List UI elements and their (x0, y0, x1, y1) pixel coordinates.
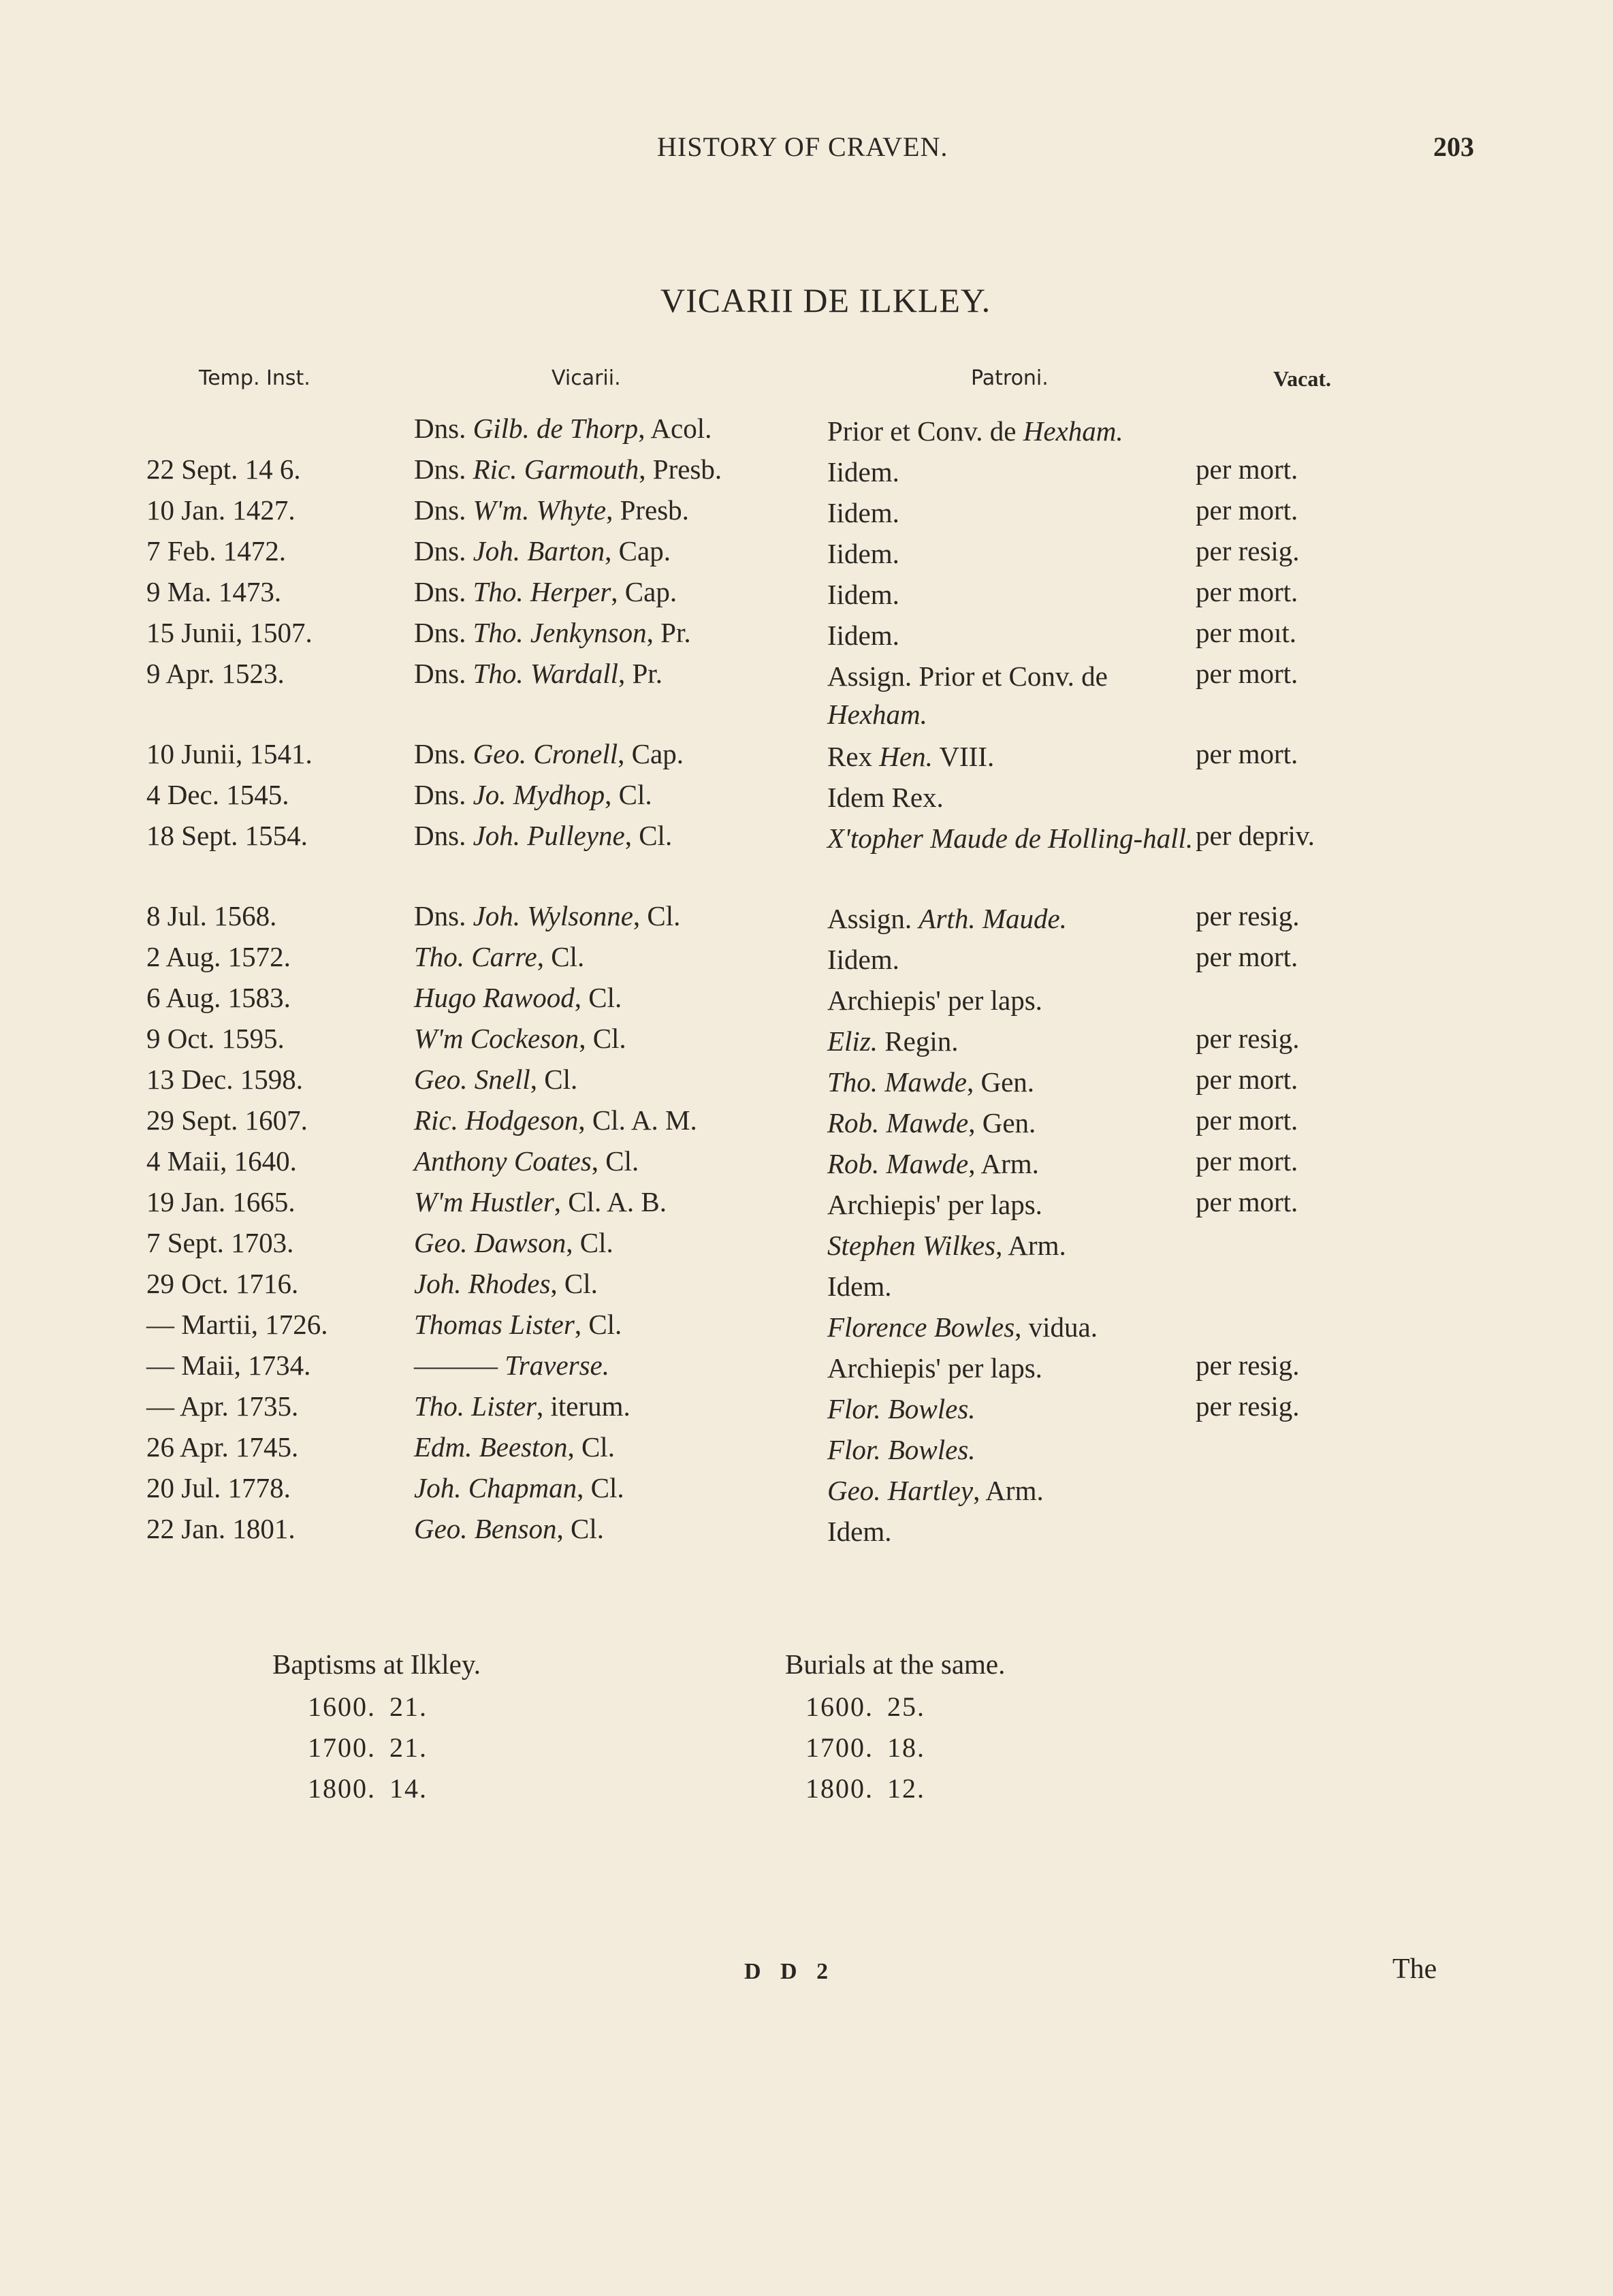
date-cell: 4 Dec. 1545. (146, 779, 289, 810)
patron-text: Arth. Maude. (919, 903, 1067, 934)
vicar-text: Gilb. de Thorp (473, 413, 639, 444)
patron-cell (827, 1431, 976, 1469)
vicar-text: Joh. Wylsonne (473, 900, 633, 931)
vicar-text: ——— (414, 1350, 505, 1381)
vacat-cell: per mort. (1196, 1064, 1298, 1095)
vacat-cell: per resig. (1196, 1350, 1300, 1381)
patron-cell (827, 1185, 1042, 1224)
vacat-cell: per mort. (1196, 576, 1298, 607)
table-row (0, 940, 1613, 981)
register-year: 1700. (308, 1732, 376, 1763)
register-count: 14. (389, 1773, 428, 1804)
patron-text: Hexham. (1023, 415, 1123, 447)
patron-text: Flor. Bowles. (827, 1434, 976, 1465)
patron-cell (827, 453, 899, 491)
vicar-text: Dns. (414, 413, 473, 444)
vicars-table (0, 412, 1613, 1553)
vicar-text: Dns. (414, 820, 473, 851)
column-header-patron: Patroni. (971, 366, 1049, 390)
date-cell: 13 Dec. 1598. (146, 1064, 304, 1095)
patron-text: , Gen. (967, 1066, 1035, 1098)
table-row (0, 1308, 1613, 1349)
vicar-text: Dns. (414, 617, 473, 648)
vacat-cell: per mort. (1196, 453, 1298, 485)
page-title: VICARII DE ILKLEY. (660, 281, 991, 319)
patron-cell (827, 657, 1195, 733)
burials-title: Burials at the same. (785, 1648, 1006, 1680)
patron-text: Hen. (879, 741, 933, 772)
vicar-text: Traverse. (505, 1350, 609, 1381)
vicar-cell (414, 1145, 639, 1177)
vicar-text: Edm. Beeston (414, 1431, 568, 1463)
table-row (0, 819, 1613, 899)
patron-cell (827, 535, 899, 573)
vacat-cell: per mort. (1196, 738, 1298, 769)
vicar-text: , Cl. (579, 1023, 626, 1054)
patron-text: , Gen. (968, 1107, 1036, 1138)
vicar-text: , Cl. (577, 1472, 624, 1503)
table-row (0, 1104, 1613, 1145)
vacat-cell: per depriv. (1196, 820, 1315, 851)
vicar-text: , Cl. (605, 779, 652, 810)
vicar-text: , Cl. (574, 982, 622, 1013)
patron-text: Iidem. (827, 579, 899, 610)
burials-entry (805, 1691, 925, 1732)
table-row (0, 1471, 1613, 1512)
signature-mark: D D 2 (744, 1959, 835, 1984)
vicar-text: Tho. Lister (414, 1390, 537, 1422)
running-title: HISTORY OF CRAVEN. (657, 131, 948, 162)
table-row (0, 1431, 1613, 1471)
table-row (0, 494, 1613, 535)
patron-cell (827, 1104, 1036, 1142)
date-cell: 8 Jul. 1568. (146, 900, 277, 931)
patron-cell (827, 819, 1193, 857)
vicar-cell (414, 1267, 598, 1300)
vicar-text: , Cl. A. M. (578, 1104, 697, 1136)
vicar-text: Geo. Snell (414, 1064, 530, 1095)
table-row (0, 899, 1613, 940)
page-number: 203 (1433, 131, 1474, 162)
table-row (0, 737, 1613, 778)
vicar-text: Geo. Cronell (473, 738, 618, 769)
register-count: 21. (389, 1732, 428, 1763)
date-cell: 20 Jul. 1778. (146, 1472, 291, 1503)
vacat-cell: per moıt. (1196, 617, 1297, 648)
vicar-cell (414, 1226, 613, 1259)
vicar-text: Joh. Chapman (414, 1472, 577, 1503)
vicar-cell (414, 657, 662, 690)
vacat-cell: per resig. (1196, 535, 1300, 567)
burials-list (805, 1691, 925, 1813)
vicar-text: , Pr. (618, 658, 662, 689)
patron-text: Iidem. (827, 497, 899, 528)
patron-cell (827, 1390, 976, 1428)
patron-cell (827, 1308, 1098, 1346)
patron-text: Flor. Bowles. (827, 1393, 976, 1424)
patron-text: Idem. (827, 1271, 892, 1302)
vicar-text: , Cap. (618, 738, 684, 769)
vicar-text: , Cl. (537, 941, 585, 972)
vicar-text: W'm. Whyte (473, 494, 607, 526)
vicar-cell (414, 940, 584, 973)
vicar-cell (414, 981, 622, 1014)
table-row (0, 1063, 1613, 1104)
vicar-cell (414, 819, 672, 852)
register-year: 1600. (805, 1691, 874, 1722)
vicar-text: , Cl. (624, 820, 673, 851)
vacat-cell: per mort. (1196, 1104, 1298, 1136)
patron-cell (827, 616, 899, 654)
patron-text: Iidem. (827, 620, 899, 651)
vicar-cell (414, 575, 677, 608)
vicar-cell (414, 535, 671, 567)
vicar-text: , Presb. (606, 494, 689, 526)
table-row (0, 1349, 1613, 1390)
patron-text: , Arm. (968, 1148, 1039, 1179)
patron-text: Iidem. (827, 944, 899, 975)
register-count: 25. (887, 1691, 925, 1722)
date-cell: 7 Feb. 1472. (146, 535, 286, 567)
table-row (0, 1022, 1613, 1063)
vicar-text: Joh. Pulleyne (473, 820, 625, 851)
table-row (0, 535, 1613, 575)
patron-cell (827, 1145, 1039, 1183)
table-row (0, 616, 1613, 657)
date-cell: 18 Sept. 1554. (146, 820, 308, 851)
vicar-text: Hugo Rawood (414, 982, 575, 1013)
patron-cell (827, 1349, 1042, 1387)
patron-cell (827, 412, 1123, 450)
date-cell: 26 Apr. 1745. (146, 1431, 299, 1463)
vicar-text: Geo. Dawson (414, 1227, 566, 1258)
patron-text: Rob. Mawde (827, 1107, 969, 1138)
patron-text: Rex (827, 741, 880, 772)
date-cell: 9 Ma. 1473. (146, 576, 282, 607)
patron-text: Stephen Wilkes (827, 1230, 996, 1261)
table-row (0, 1226, 1613, 1267)
patron-cell (827, 1471, 1044, 1510)
patron-text: Prior et Conv. de (827, 415, 1023, 447)
vacat-cell: per resig. (1196, 1390, 1300, 1422)
date-cell: — Maii, 1734. (146, 1350, 311, 1381)
date-cell: 22 Sept. 14 6. (146, 453, 301, 485)
vicar-cell (414, 1063, 577, 1096)
vicar-text: , Cl. (530, 1064, 578, 1095)
patron-text: Regin. (878, 1025, 959, 1057)
vicar-text: , Cl. (550, 1268, 598, 1299)
vicar-cell (414, 412, 712, 445)
vicar-cell (414, 1390, 630, 1422)
patron-text: , Arm. (995, 1230, 1066, 1261)
vicar-text: , Cl. (591, 1145, 639, 1177)
vicar-cell (414, 778, 652, 811)
catchword: The (1392, 1954, 1437, 1985)
patron-cell (827, 778, 944, 816)
burials-entry (805, 1732, 925, 1772)
patron-cell (827, 940, 899, 978)
vicar-text: Thomas Lister (414, 1309, 575, 1340)
patron-cell (827, 494, 899, 532)
register-year: 1800. (805, 1773, 874, 1804)
vacat-cell: per mort. (1196, 658, 1298, 689)
vicar-text: Dns. (414, 658, 473, 689)
table-row (0, 1390, 1613, 1431)
vicar-text: Dns. (414, 779, 473, 810)
vicar-cell (414, 737, 684, 770)
vicar-cell (414, 899, 680, 932)
date-cell: — Apr. 1735. (146, 1390, 299, 1422)
vicar-text: , Pr. (646, 617, 691, 648)
column-header-date: Temp. Inst. (199, 366, 310, 390)
table-row (0, 575, 1613, 616)
vicar-text: Tho. Jenkynson (473, 617, 647, 648)
vicar-cell (414, 453, 722, 485)
baptisms-entry (308, 1772, 428, 1813)
vacat-cell: per resig. (1196, 900, 1300, 931)
patron-text: Iidem. (827, 456, 899, 488)
vicar-text: , Cl. (574, 1309, 622, 1340)
register-year: 1800. (308, 1773, 376, 1804)
vicar-cell (414, 1431, 615, 1463)
table-row (0, 1185, 1613, 1226)
vacat-cell: per mort. (1196, 1186, 1298, 1217)
patron-text: Assign. (827, 903, 919, 934)
patron-cell (827, 1267, 892, 1305)
patron-text: Florence Bowles (827, 1311, 1015, 1343)
patron-text: Iidem. (827, 538, 899, 569)
patron-text: Geo. Hartley (827, 1475, 974, 1506)
table-row (0, 412, 1613, 453)
register-year: 1600. (308, 1691, 376, 1722)
vicar-text: Anthony Coates (414, 1145, 592, 1177)
date-cell: 22 Jan. 1801. (146, 1513, 296, 1544)
vicar-text: , Presb. (639, 453, 722, 485)
patron-text: Archiepis' per laps. (827, 985, 1042, 1016)
vicar-cell (414, 616, 691, 649)
vicar-text: W'm Hustler (414, 1186, 554, 1217)
table-row (0, 1512, 1613, 1553)
date-cell: 9 Oct. 1595. (146, 1023, 285, 1054)
patron-cell (827, 899, 1067, 938)
patron-cell (827, 981, 1042, 1019)
patron-cell (827, 575, 899, 613)
vicar-text: W'm Cockeson (414, 1023, 579, 1054)
baptisms-list (308, 1691, 428, 1813)
vicar-text: Joh. Rhodes (414, 1268, 551, 1299)
vicar-text: Dns. (414, 900, 473, 931)
vicar-text: , Cap. (611, 576, 677, 607)
patron-text: Hexham. (827, 699, 927, 730)
patron-text: , vidua. (1015, 1311, 1098, 1343)
vicar-text: Dns. (414, 535, 473, 567)
vicar-text: Dns. (414, 738, 473, 769)
vacat-cell: per mort. (1196, 941, 1298, 972)
vicar-text: , Acol. (638, 413, 712, 444)
vicar-text: , Cl. (566, 1227, 613, 1258)
vicar-text: , Cl. (633, 900, 681, 931)
vicar-text: Dns. (414, 494, 473, 526)
vicar-cell (414, 1308, 622, 1341)
vicar-text: Tho. Wardall (473, 658, 618, 689)
vicar-cell (414, 1349, 609, 1382)
patron-cell (827, 1512, 892, 1550)
table-row (0, 1267, 1613, 1308)
date-cell: 29 Sept. 1607. (146, 1104, 308, 1136)
register-count: 21. (389, 1691, 428, 1722)
date-cell: 2 Aug. 1572. (146, 941, 291, 972)
vicar-cell (414, 1022, 626, 1055)
table-row (0, 1145, 1613, 1185)
vicar-text: , Cl. (567, 1431, 615, 1463)
baptisms-entry (308, 1732, 428, 1772)
vicar-text: Dns. (414, 453, 473, 485)
patron-text: VIII. (932, 741, 995, 772)
vicar-text: Dns. (414, 576, 473, 607)
vicar-text: Ric. Hodgeson (414, 1104, 579, 1136)
baptisms-entry (308, 1691, 428, 1732)
register-year: 1700. (805, 1732, 874, 1763)
date-cell: 7 Sept. 1703. (146, 1227, 294, 1258)
vicar-text: Tho. Herper (473, 576, 611, 607)
column-header-vacat: Vacat. (1273, 366, 1332, 391)
vicar-cell (414, 1104, 697, 1136)
patron-text: Archiepis' per laps. (827, 1189, 1042, 1220)
patron-cell (827, 1022, 958, 1060)
patron-cell (827, 737, 994, 776)
table-row (0, 453, 1613, 494)
patron-text: Eliz. (827, 1025, 878, 1057)
patron-text: Assign. Prior et Conv. de (827, 660, 1108, 692)
table-row (0, 657, 1613, 737)
vicar-text: Ric. Garmouth (473, 453, 639, 485)
date-cell: — Martii, 1726. (146, 1309, 328, 1340)
patron-text: Idem Rex. (827, 782, 944, 813)
register-count: 12. (887, 1773, 925, 1804)
vicar-text: Tho. Carre (414, 941, 537, 972)
vicar-text: Joh. Barton (473, 535, 605, 567)
patron-text: , Arm. (973, 1475, 1044, 1506)
vacat-cell: per resig. (1196, 1023, 1300, 1054)
date-cell: 4 Maii, 1640. (146, 1145, 297, 1177)
patron-cell (827, 1226, 1066, 1264)
column-header-vicar: Vicarii. (552, 366, 621, 390)
date-cell: 10 Junii, 1541. (146, 738, 313, 769)
date-cell: 19 Jan. 1665. (146, 1186, 296, 1217)
vicar-text: Jo. Mydhop (473, 779, 605, 810)
date-cell: 29 Oct. 1716. (146, 1268, 299, 1299)
table-row (0, 778, 1613, 819)
vicar-text: , Cl. (556, 1513, 605, 1544)
patron-text: Idem. (827, 1516, 892, 1547)
vicar-cell (414, 494, 689, 526)
patron-cell (827, 1063, 1034, 1101)
patron-text: Archiepis' per laps. (827, 1352, 1042, 1384)
vicar-cell (414, 1512, 604, 1545)
patron-text: Rob. Mawde (827, 1148, 969, 1179)
date-cell: 9 Apr. 1523. (146, 658, 285, 689)
date-cell: 6 Aug. 1583. (146, 982, 291, 1013)
vicar-text: Geo. Benson (414, 1513, 557, 1544)
baptisms-title: Baptisms at Ilkley. (272, 1648, 481, 1680)
register-count: 18. (887, 1732, 925, 1763)
table-row (0, 981, 1613, 1022)
patron-text: Tho. Mawde (827, 1066, 967, 1098)
vicar-text: , iterum. (537, 1390, 630, 1422)
vicar-cell (414, 1471, 624, 1504)
burials-entry (805, 1772, 925, 1813)
vicar-cell (414, 1185, 667, 1218)
vicar-text: , Cl. A. B. (554, 1186, 667, 1217)
date-cell: 15 Junii, 1507. (146, 617, 313, 648)
vacat-cell: per mort. (1196, 1145, 1298, 1177)
vacat-cell: per mort. (1196, 494, 1298, 526)
patron-text: X'topher Maude de Holling-hall. (827, 823, 1194, 854)
vicar-text: , Cap. (605, 535, 671, 567)
date-cell: 10 Jan. 1427. (146, 494, 296, 526)
